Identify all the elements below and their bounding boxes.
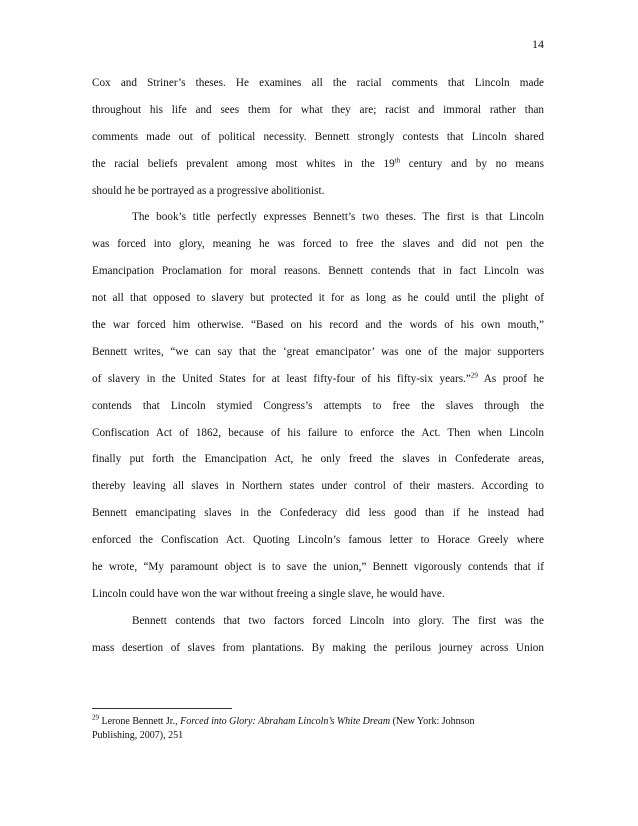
body-text [92,70,544,662]
text-line: should he be portrayed as a progressive abolitionist. [92,184,325,197]
paragraph-start-line: Bennett contends that two factors forced Lincoln into glory. The first was the [132,614,544,627]
text-line: Cox and Striner’s theses. He examines all the racial comments that Lincoln made [92,77,544,89]
text-line: enforced the Confiscation Act. Quoting Lincoln’s famous letter to Horace Greely where [92,534,544,547]
text-line: he wrote, “My paramount object is to save the union,” Bennett vigorously contends that if [92,561,544,574]
text-line: was forced into glory, meaning he was forced to free the slaves and did not pen the [92,238,544,251]
text-span: As proof he [477,372,545,385]
footnote-separator [92,708,232,709]
superscript: th [394,155,401,164]
footnote [92,715,544,743]
footnote-line [92,715,544,729]
paragraph-start-line: The book’s title perfectly expresses Bennett’s two theses. The first is that Lincoln [132,211,544,224]
text-line: thereby leaving all slaves in Northern states under control of their masters. According to [92,480,544,493]
footnote-title: Forced into Glory: Abraham Lincoln’s White Dream [180,716,391,727]
text-span: of slavery in the United States for at least fifty-four of his fifty-six years.” [92,372,471,385]
footnote-publisher: (New York: Johnson [390,716,475,727]
text-line [92,151,544,178]
text-line: Confiscation Act of 1862, because of his failure to enforce the Act. Then when Lincoln [92,426,544,439]
text-line: finally put forth the Emancipation Act, he only freed the slaves in Confederate areas, [92,453,544,466]
text-span: century and by no means [400,157,544,170]
text-line: not all that opposed to slavery but protected it for as long as he could until the plight of [92,292,544,305]
text-line: comments made out of political necessity. Bennett strongly contests that Lincoln shared [92,130,544,143]
text-line: Emancipation Proclamation for moral reasons. Bennett contends that in fact Lincoln was [92,265,544,278]
footnote-reference: 29 [470,371,478,380]
footnote-line: Publishing, 2007), 251 [92,730,184,741]
footnote-author: Lerone Bennett Jr., [99,716,181,727]
text-line: contends that Lincoln stymied Congress’s attempts to free the slaves through the [92,399,544,412]
text-line: throughout his life and sees them for what they are; racist and immoral rather than [92,103,544,116]
text-line: Lincoln could have won the war without freeing a single slave, he would have. [92,587,445,600]
text-line: Bennett writes, “we can say that the ‘great emancipator’ was one of the major supporters [92,345,544,358]
text-line [92,366,544,393]
text-line: mass desertion of slaves from plantations. By making the perilous journey across Union [92,641,544,654]
text-span: the racial beliefs prevalent among most whites in the 19 [92,157,395,170]
footnote-number: 29 [92,713,99,722]
text-line: the war forced him otherwise. “Based on his record and the words of his own mouth,” [92,319,544,332]
page-number: 14 [532,37,544,51]
text-line: Bennett emancipating slaves in the Confederacy did less good than if he instead had [92,507,544,520]
